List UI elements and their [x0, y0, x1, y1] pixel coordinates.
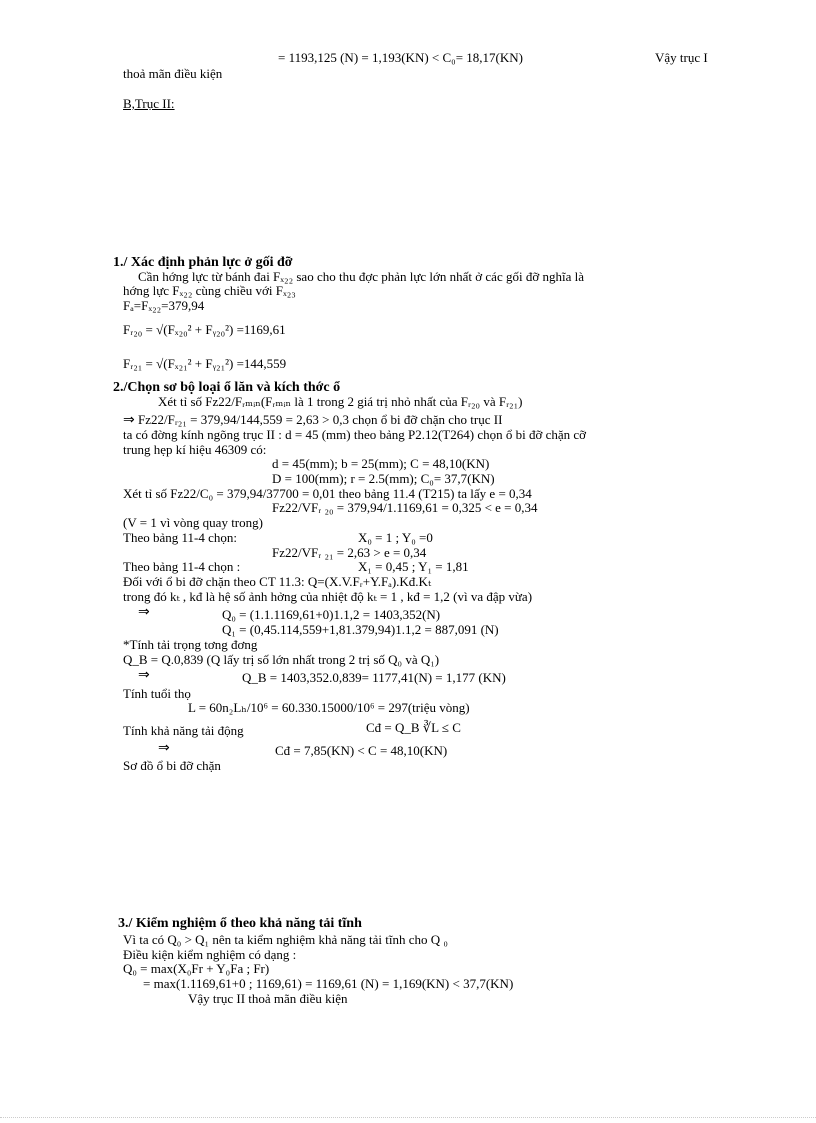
text-line: Fₐ=Fₓ₂₂=379,94: [123, 298, 205, 313]
text-line: Theo bảng 11-4 chọn :: [123, 559, 241, 574]
text-line: ta có đờng kính ngõng trục II : d = 45 (mm) theo bảng P2.12(T264) chọn ổ bi đỡ chặn cỡ: [123, 427, 587, 442]
text-line: ⇒ Fz22/Fᵣ₂₁ = 379,94/144,559 = 2,63 > 0,3 chọn ổ bi đỡ chặn cho trục II: [123, 412, 503, 428]
text-line: Cần hớng lực từ bánh đai Fₓ₂₂ sao cho thu đợc phản lực lớn nhất ở các gối đỡ nghĩa là: [138, 269, 584, 284]
implies-arrow-icon: ⇒: [158, 740, 170, 756]
text-line: Xét tỉ số Fz22/Fᵣₘᵢₙ(Fᵣₘᵢₙ là 1 trong 2 giá trị nhỏ nhất của Fᵣ₂₀ và Fᵣ₂₁): [158, 394, 523, 409]
implies-arrow-icon: ⇒: [123, 412, 135, 428]
text-line: X₁ = 0,45 ; Y₁ = 1,81: [358, 559, 469, 574]
text-line: Tính khả năng tải động: [123, 723, 244, 738]
text-line: = 1193,125 (N) = 1,193(KN) < C₀= 18,17(KN): [278, 50, 523, 65]
text-line: Vì ta có Q₀ > Q₁ nên ta kiểm nghiệm khả năng tải tĩnh cho Q ₀: [123, 932, 448, 947]
text-line: D = 100(mm); r = 2.5(mm); C₀= 37,7(KN): [272, 471, 495, 486]
text-line: d = 45(mm); b = 25(mm); C = 48,10(KN): [272, 456, 490, 471]
text-line: (V = 1 vì vòng quay trong): [123, 515, 263, 530]
text-line: Vậy trục II thoả mãn điều kiện: [188, 991, 348, 1006]
text-line: Đối với ổ bi đỡ chặn theo CT 11.3: Q=(X.V.Fᵣ+Y.Fₐ).Kđ.Kₜ: [123, 574, 432, 589]
text-line: Q₀ = (1.1.1169,61+0)1.1,2 = 1403,352(N): [222, 607, 441, 622]
text-line: = max(1.1169,61+0 ; 1169,61) = 1169,61 (N) = 1,169(KN) < 37,7(KN): [143, 976, 514, 991]
text-line: L = 60n₂Lₕ/10⁶ = 60.330.15000/10⁶ = 297(triệu vòng): [188, 700, 470, 715]
text-line: thoả mãn điều kiện: [123, 66, 223, 81]
implies-arrow-icon: ⇒: [138, 604, 150, 620]
text-line: Cđ = 7,85(KN) < C = 48,10(KN): [275, 743, 448, 758]
heading: 3./ Kiểm nghiệm ổ theo khả năng tải tĩnh: [118, 916, 362, 931]
text-line: Vậy trục I: [655, 50, 708, 65]
heading: 2./Chọn sơ bộ loại ổ lăn và kích thớc ổ: [113, 380, 341, 395]
text-line: Fz22/VFᵣ ₂₁ = 2,63 > e = 0,34: [272, 545, 427, 560]
formula: Fᵣ₂₁ = √(Fₓ₂₁² + Fᵧ₂₁²) =144,559: [123, 356, 287, 371]
implies-arrow-icon: ⇒: [138, 667, 150, 683]
text-line: Xét tỉ số Fz22/C₀ = 379,94/37700 = 0,01 theo bảng 11.4 (T215) ta lấy e = 0,34: [123, 486, 532, 501]
heading: 1./ Xác định phản lực ở gối đỡ: [113, 255, 293, 270]
text-line: Điều kiện kiểm nghiệm có dạng :: [123, 947, 297, 962]
text-line: Sơ đồ ổ bi đỡ chặn: [123, 758, 221, 773]
text-line: Tính tuổi thọ: [123, 686, 191, 701]
text-line: Fz22/VFᵣ ₂₀ = 379,94/1.1169,61 = 0,325 < e = 0,34: [272, 500, 538, 515]
text-line: X₀ = 1 ; Y₀ =0: [358, 530, 433, 545]
text-line: *Tính tải trọng tơng đơng: [123, 637, 258, 652]
formula: Cđ = Q_B ∛L ≤ C: [366, 720, 461, 735]
text-line: Q_B = 1403,352.0,839= 1177,41(N) = 1,177 (KN): [242, 670, 506, 685]
text-line: trung hẹp kí hiệu 46309 có:: [123, 442, 267, 457]
page-bottom-rule: [0, 1117, 816, 1118]
section-title: B,Trục II:: [123, 96, 175, 111]
text-line: Q_B = Q.0,839 (Q lấy trị số lớn nhất trong 2 trị số Q₀ và Q₁): [123, 652, 440, 667]
formula: Fᵣ₂₀ = √(Fₓ₂₀² + Fᵧ₂₀²) =1169,61: [123, 322, 286, 337]
text-line: trong đó kₜ , kđ là hệ số ảnh hởng của nhiệt độ kₜ = 1 , kđ = 1,2 (vì va đập vừa): [123, 589, 533, 604]
text-line: Q₁ = (0,45.114,559+1,81.379,94)1.1,2 = 887,091 (N): [222, 622, 499, 637]
text-line: hớng lực Fₓ₂₂ cùng chiều với Fₓ₂₃: [123, 283, 296, 298]
text-line: Theo bảng 11-4 chọn:: [123, 530, 237, 545]
text-line: Q₀ = max(X₀Fr + Y₀Fa ; Fr): [123, 961, 270, 976]
